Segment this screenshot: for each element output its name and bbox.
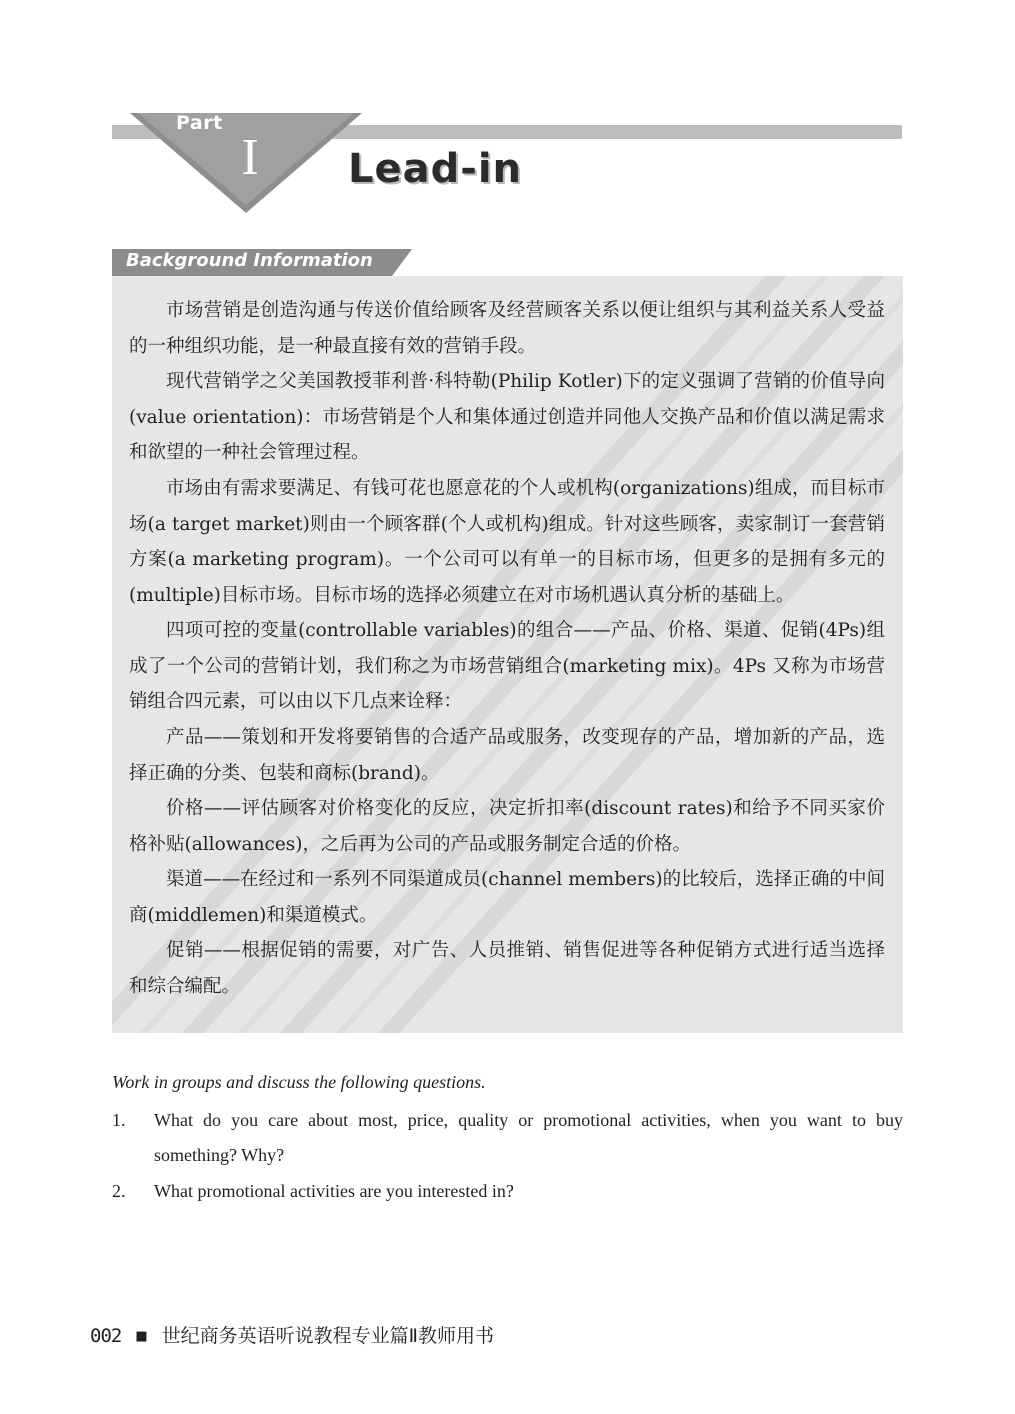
question-number: 2. (112, 1181, 126, 1201)
background-paragraph: 四项可控的变量(controllable variables)的组合——产品、价格、渠道、促销(4Ps)组成了一个公司的营销计划，我们称之为市场营销组合(marketing mix)。4Ps 又称为市场营销组合四元素，可以由以下几点来诠释： (129, 620, 885, 712)
section-title: Lead-in (348, 146, 523, 192)
background-paragraph: 促销——根据促销的需要，对广告、人员推销、销售促进等各种促销方式进行适当选择和综合编配。 (129, 940, 885, 997)
background-paragraph: 渠道——在经过和一系列不同渠道成员(channel members)的比较后，选择正确的中间商(middlemen)和渠道模式。 (129, 869, 885, 926)
question-text: What do you care about most, price, quality or promotional activities, when you want to buy something? Why? (154, 1110, 903, 1165)
background-paragraph: 市场营销是创造沟通与传送价值给顾客及经营顾客关系以便让组织与其利益关系人受益的一种组织功能，是一种最直接有效的营销手段。 (129, 300, 885, 357)
book-title: 世纪商务英语听说教程专业篇Ⅱ教师用书 (161, 1325, 494, 1347)
question-number: 1. (112, 1110, 126, 1130)
background-paragraph: 现代营销学之父美国教授菲利普·科特勒(Philip Kotler)下的定义强调了营销的价值导向(value orientation)：市场营销是个人和集体通过创造并同他人交换产品和价值以满足需求和欲望的一种社会管理过程。 (129, 371, 885, 463)
page-number: 002 (90, 1325, 122, 1347)
square-bullet-icon: ■ (135, 1329, 148, 1344)
questions-instruction: Work in groups and discuss the following questions. (112, 1072, 486, 1092)
question-text: What promotional activities are you interested in? (154, 1181, 514, 1201)
background-info-label: Background Information (126, 250, 373, 271)
background-paragraph: 产品——策划和开发将要销售的合适产品或服务，改变现存的产品，增加新的产品，选择正确的分类、包装和商标(brand)。 (129, 727, 885, 784)
background-paragraph: 价格——评估顾客对价格变化的反应，决定折扣率(discount rates)和给予不同买家价格补贴(allowances)，之后再为公司的产品或服务制定合适的价格。 (129, 798, 885, 855)
page-footer (90, 1321, 494, 1348)
part-label: Part (176, 112, 223, 134)
background-paragraph: 市场由有需求要满足、有钱可花也愿意花的个人或机构(organizations)组成，而目标市场(a target market)则由一个顾客群(个人或机构)组成。针对这些顾客，卖家制订一套营销方案(a marketing program)。一个公司可以有单一的目标市场，但更多的是拥有多元的(multiple)目标市场。目标市场的选择必须建立在对市场机遇认真分析的基础上。 (129, 478, 885, 606)
part-number: I (241, 129, 259, 186)
